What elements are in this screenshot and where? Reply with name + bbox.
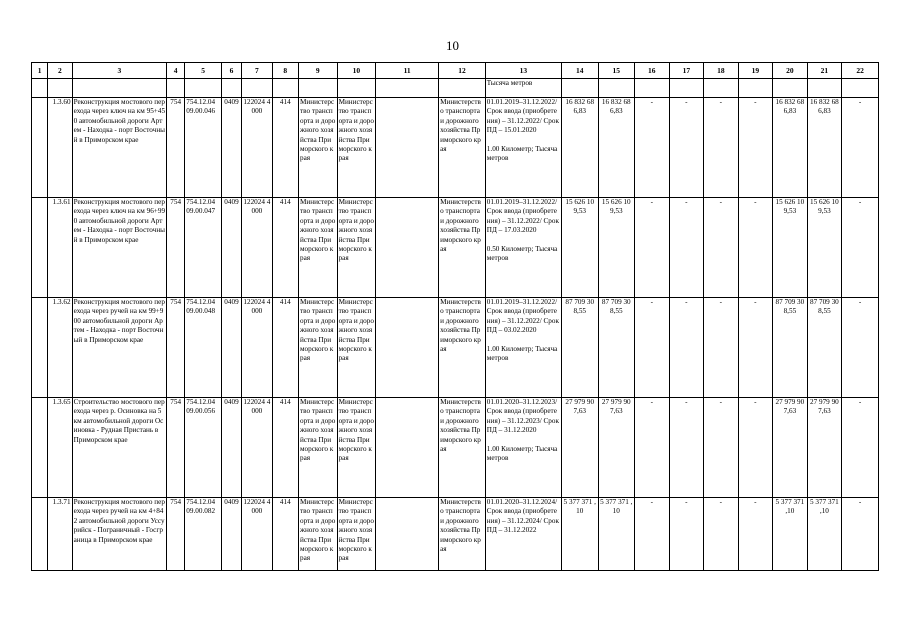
col-17: - bbox=[669, 398, 704, 498]
col-16: - bbox=[635, 398, 670, 498]
col-20: 5 377 371 ,10 bbox=[773, 498, 808, 571]
row-number: 1.3.60 bbox=[48, 98, 72, 198]
col-1 bbox=[32, 298, 48, 398]
col-18: - bbox=[704, 298, 739, 398]
column-header-20: 20 bbox=[773, 63, 808, 79]
col-6: 0409 bbox=[221, 98, 241, 198]
col-1 bbox=[32, 398, 48, 498]
col-11 bbox=[376, 498, 439, 571]
col-6: 0409 bbox=[221, 398, 241, 498]
column-header-13: 13 bbox=[485, 63, 561, 79]
col-15: 27 979 90 7,63 bbox=[598, 398, 635, 498]
col-4: 754 bbox=[167, 98, 185, 198]
object-name: Строительство мостового перехода через р. Осиновка на 5 км автомобильной дороги Осиновка - Рудная Пристань в Приморском крае bbox=[72, 398, 166, 498]
col-19: - bbox=[738, 198, 773, 298]
col-6: 0409 bbox=[221, 498, 241, 571]
object-name: Реконструкция мостового перехода через ручей на км 4+842 автомобильной дороги Уссурийск - Пограничный - Госграница в Приморском крае bbox=[72, 498, 166, 571]
col-9: Министерство транспорта и дорожного хозяйства Приморского края bbox=[298, 398, 337, 498]
col-21: 16 832 68 6,83 bbox=[807, 98, 842, 198]
col-11 bbox=[376, 198, 439, 298]
row-number: 1.3.61 bbox=[48, 198, 72, 298]
col-20: 15 626 10 9,53 bbox=[773, 198, 808, 298]
col-14: 87 709 30 8,55 bbox=[561, 298, 598, 398]
column-header-3: 3 bbox=[72, 63, 166, 79]
column-header-11: 11 bbox=[376, 63, 439, 79]
col-19: - bbox=[738, 98, 773, 198]
col-22: - bbox=[842, 398, 879, 498]
column-header-19: 19 bbox=[738, 63, 773, 79]
col-18: - bbox=[704, 198, 739, 298]
col-7: 122024 4000 bbox=[242, 198, 272, 298]
col-17: - bbox=[669, 98, 704, 198]
col-11 bbox=[376, 98, 439, 198]
col-10: Министерство транспорта и дорожного хозяйства Приморского края bbox=[337, 298, 376, 398]
data-table bbox=[31, 62, 879, 571]
col-11 bbox=[376, 398, 439, 498]
col-9: Министерство транспорта и дорожного хозяйства Приморского края bbox=[298, 98, 337, 198]
row-number: 1.3.65 bbox=[48, 398, 72, 498]
col-10: Министерство транспорта и дорожного хозяйства Приморского края bbox=[337, 198, 376, 298]
col-12: Министерство транспорта и дорожного хозяйства Приморского края bbox=[439, 98, 486, 198]
col-19: - bbox=[738, 498, 773, 571]
column-header-14: 14 bbox=[561, 63, 598, 79]
col-5: 754.12.04 09.00.082 bbox=[185, 498, 222, 571]
col-18: - bbox=[704, 398, 739, 498]
header-row bbox=[32, 63, 879, 79]
column-header-10: 10 bbox=[337, 63, 376, 79]
column-header-2: 2 bbox=[48, 63, 72, 79]
col-22: - bbox=[842, 498, 879, 571]
column-header-5: 5 bbox=[185, 63, 222, 79]
col-15: 16 832 68 6,83 bbox=[598, 98, 635, 198]
col-5: 754.12.04 09.00.048 bbox=[185, 298, 222, 398]
col-20: 27 979 90 7,63 bbox=[773, 398, 808, 498]
column-header-1: 1 bbox=[32, 63, 48, 79]
col-7: 122024 4000 bbox=[242, 98, 272, 198]
col-8: 414 bbox=[272, 198, 298, 298]
column-header-9: 9 bbox=[298, 63, 337, 79]
column-header-17: 17 bbox=[669, 63, 704, 79]
col-4: 754 bbox=[167, 498, 185, 571]
col-4: 754 bbox=[167, 298, 185, 398]
col-8: 414 bbox=[272, 498, 298, 571]
col-7: 122024 4000 bbox=[242, 298, 272, 398]
col-21: 15 626 10 9,53 bbox=[807, 198, 842, 298]
col-21: 27 979 90 7,63 bbox=[807, 398, 842, 498]
object-name: Реконструкция мостового перехода через ключ на км 95+450 автомобильной дороги Артем - Находка - порт Восточный в Приморском крае bbox=[72, 98, 166, 198]
col-4: 754 bbox=[167, 398, 185, 498]
col-9: Министерство транспорта и дорожного хозяйства Приморского края bbox=[298, 498, 337, 571]
col-13: 01.01.2019–31.12.2022/ Срок ввода (приобретения) – 31.12.2022/ Срок ПД – 03.02.2020 1.00 Километр; Тысяча метров bbox=[485, 298, 561, 398]
table-row bbox=[32, 98, 879, 198]
column-header-16: 16 bbox=[635, 63, 670, 79]
continuation-text: Тысяча метров bbox=[485, 79, 561, 98]
col-12: Министерство транспорта и дорожного хозяйства Приморского края bbox=[439, 398, 486, 498]
col-18: - bbox=[704, 498, 739, 571]
column-header-7: 7 bbox=[242, 63, 272, 79]
column-header-8: 8 bbox=[272, 63, 298, 79]
table-row bbox=[32, 398, 879, 498]
col-7: 122024 4000 bbox=[242, 498, 272, 571]
col-13: 01.01.2019–31.12.2022/ Срок ввода (приобретения) – 31.12.2022/ Срок ПД – 15.01.2020 1.00 Километр; Тысяча метров bbox=[485, 98, 561, 198]
col-20: 16 832 68 6,83 bbox=[773, 98, 808, 198]
col-16: - bbox=[635, 98, 670, 198]
col-15: 15 626 10 9,53 bbox=[598, 198, 635, 298]
col-10: Министерство транспорта и дорожного хозяйства Приморского края bbox=[337, 498, 376, 571]
col-7: 122024 4000 bbox=[242, 398, 272, 498]
col-4: 754 bbox=[167, 198, 185, 298]
col-5: 754.12.04 09.00.047 bbox=[185, 198, 222, 298]
object-name: Реконструкция мостового перехода через ключ на км 96+990 автомобильной дороги Артем - Находка - порт Восточный в Приморском крае bbox=[72, 198, 166, 298]
col-17: - bbox=[669, 298, 704, 398]
object-name: Реконструкция мостового перехода через ручей на км 99+900 автомобильной дороги Артем - Находка - порт Восточный в Приморском крае bbox=[72, 298, 166, 398]
column-header-15: 15 bbox=[598, 63, 635, 79]
col-13: 01.01.2019–31.12.2022/ Срок ввода (приобретения) – 31.12.2022/ Срок ПД – 17.03.2020 0.50 Километр; Тысяча метров bbox=[485, 198, 561, 298]
col-16: - bbox=[635, 198, 670, 298]
col-9: Министерство транспорта и дорожного хозяйства Приморского края bbox=[298, 198, 337, 298]
col-22: - bbox=[842, 298, 879, 398]
column-header-12: 12 bbox=[439, 63, 486, 79]
col-12: Министерство транспорта и дорожного хозяйства Приморского края bbox=[439, 498, 486, 571]
col-12: Министерство транспорта и дорожного хозяйства Приморского края bbox=[439, 298, 486, 398]
col-8: 414 bbox=[272, 398, 298, 498]
col-5: 754.12.04 09.00.056 bbox=[185, 398, 222, 498]
col-14: 16 832 68 6,83 bbox=[561, 98, 598, 198]
col-11 bbox=[376, 298, 439, 398]
col-12: Министерство транспорта и дорожного хозяйства Приморского края bbox=[439, 198, 486, 298]
col-1 bbox=[32, 198, 48, 298]
col-19: - bbox=[738, 398, 773, 498]
col-14: 15 626 10 9,53 bbox=[561, 198, 598, 298]
col-21: 5 377 371 ,10 bbox=[807, 498, 842, 571]
col-8: 414 bbox=[272, 98, 298, 198]
column-header-6: 6 bbox=[221, 63, 241, 79]
col-19: - bbox=[738, 298, 773, 398]
col-13: 01.01.2020–31.12.2023/ Срок ввода (приобретения) – 31.12.2023/ Срок ПД – 31.12.2020 1.00 Километр; Тысяча метров bbox=[485, 398, 561, 498]
col-18: - bbox=[704, 98, 739, 198]
col-8: 414 bbox=[272, 298, 298, 398]
col-1 bbox=[32, 98, 48, 198]
row-number: 1.3.71 bbox=[48, 498, 72, 571]
col-22: - bbox=[842, 98, 879, 198]
column-header-21: 21 bbox=[807, 63, 842, 79]
col-6: 0409 bbox=[221, 298, 241, 398]
column-header-18: 18 bbox=[704, 63, 739, 79]
col-14: 5 377 371 ,10 bbox=[561, 498, 598, 571]
col-16: - bbox=[635, 498, 670, 571]
row-number: 1.3.62 bbox=[48, 298, 72, 398]
col-10: Министерство транспорта и дорожного хозяйства Приморского края bbox=[337, 98, 376, 198]
col-17: - bbox=[669, 498, 704, 571]
column-header-4: 4 bbox=[167, 63, 185, 79]
table-row bbox=[32, 198, 879, 298]
table-row bbox=[32, 298, 879, 398]
col-9: Министерство транспорта и дорожного хозяйства Приморского края bbox=[298, 298, 337, 398]
page-number: 10 bbox=[446, 38, 459, 53]
column-header-22: 22 bbox=[842, 63, 879, 79]
continuation-row bbox=[32, 79, 879, 98]
col-15: 5 377 371 ,10 bbox=[598, 498, 635, 571]
col-20: 87 709 30 8,55 bbox=[773, 298, 808, 398]
col-14: 27 979 90 7,63 bbox=[561, 398, 598, 498]
table-row bbox=[32, 498, 879, 571]
col-13: 01.01.2020–31.12.2024/ Срок ввода (приобретения) – 31.12.2024/ Срок ПД – 31.12.2022 bbox=[485, 498, 561, 571]
col-17: - bbox=[669, 198, 704, 298]
col-6: 0409 bbox=[221, 198, 241, 298]
col-10: Министерство транспорта и дорожного хозяйства Приморского края bbox=[337, 398, 376, 498]
col-1 bbox=[32, 498, 48, 571]
col-21: 87 709 30 8,55 bbox=[807, 298, 842, 398]
col-16: - bbox=[635, 298, 670, 398]
col-5: 754.12.04 09.00.046 bbox=[185, 98, 222, 198]
col-15: 87 709 30 8,55 bbox=[598, 298, 635, 398]
col-22: - bbox=[842, 198, 879, 298]
